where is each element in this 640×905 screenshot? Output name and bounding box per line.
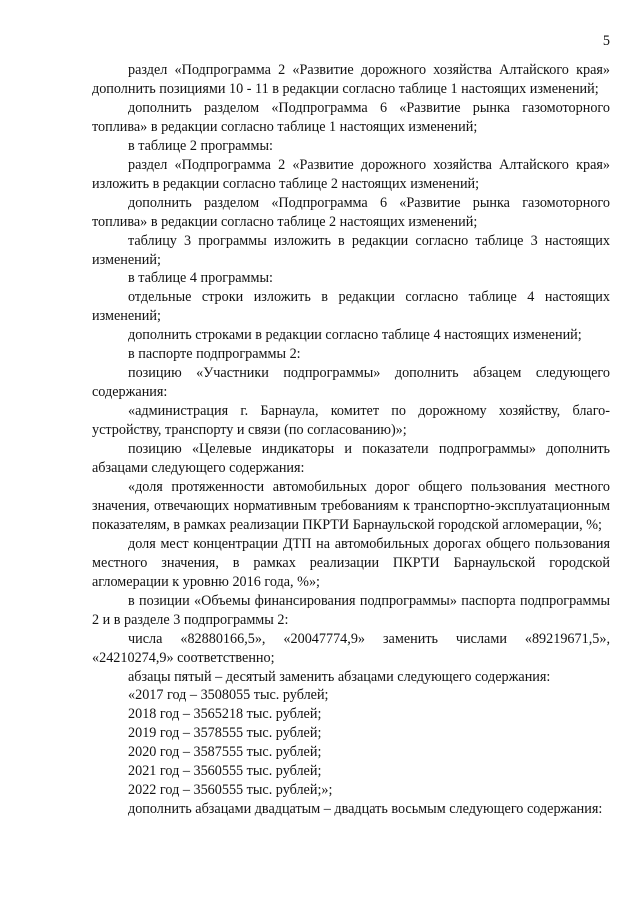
- paragraph: дополнить разделом «Подпрограмма 6 «Развитие рынка газомоторного топлива» в редакции согласно таблице 2 настоящих изменений;: [92, 194, 610, 230]
- funding-line: 2021 год – 3560555 тыс. рублей;: [128, 763, 322, 780]
- paragraph: в таблице 2 программы:: [128, 137, 273, 154]
- paragraph: дополнить строками в редакции согласно таблице 4 настоящих изменений;: [128, 327, 582, 344]
- paragraph: «администрация г. Барнаула, комитет по дорожному хозяйству, благоустройству, транспорту и связи (по согласованию)»;: [92, 403, 610, 439]
- paragraph: «доля протяженности автомобильных дорог общего пользования местного значения, отвечающих нормативным требованиям к транспортно-эксплуатационным показателям, в рамках реализации ПКРТИ Барнаульской городской агломерации, %;: [92, 478, 610, 533]
- paragraph: таблицу 3 программы изложить в редакции согласно таблице 3 настоящих изменений;: [92, 232, 610, 268]
- paragraph: раздел «Подпрограмма 2 «Развитие дорожного хозяйства Алтайского края» изложить в редакции согласно таблице 2 настоящих изменений;: [92, 156, 610, 192]
- paragraph: числа «82880166,5», «20047774,9» заменить числами «89219671,5», «24210274,9» соответственно;: [92, 630, 610, 666]
- funding-line: 2020 год – 3587555 тыс. рублей;: [128, 744, 322, 761]
- paragraph: в паспорте подпрограммы 2:: [128, 346, 301, 363]
- paragraph: в таблице 4 программы:: [128, 270, 273, 287]
- paragraph: раздел «Подпрограмма 2 «Развитие дорожного хозяйства Алтайского края» дополнить позициями 10 - 11 в редакции согласно таблице 1 настоящих изменений;: [92, 62, 610, 97]
- paragraph: абзацы пятый – десятый заменить абзацами следующего содержания:: [128, 668, 551, 685]
- paragraph: дополнить абзацами двадцатым – двадцать восьмым следующего содержания:: [128, 801, 603, 818]
- paragraph: доля мест концентрации ДТП на автомобильных дорогах общего пользования местного значения, в рамках реализации ПКРТИ Барнаульской городской агломерации к уровню 2016 года, %»;: [92, 535, 610, 590]
- page-number: 5: [602, 33, 610, 49]
- paragraph: в позиции «Объемы финансирования подпрограммы» паспорта подпрограммы 2 и в разделе 3 подпрограммы 2:: [92, 592, 610, 628]
- paragraph: отдельные строки изложить в редакции согласно таблице 4 настоящих изменений;: [92, 289, 610, 325]
- paragraph: дополнить разделом «Подпрограмма 6 «Развитие рынка газомоторного топлива» в редакции согласно таблице 1 настоящих изменений;: [92, 99, 610, 135]
- funding-line: 2018 год – 3565218 тыс. рублей;: [128, 706, 322, 723]
- funding-line: 2022 год – 3560555 тыс. рублей;»;: [128, 782, 333, 799]
- document-body: [92, 61, 610, 819]
- funding-line: «2017 год – 3508055 тыс. рублей;: [128, 687, 329, 704]
- paragraph: позицию «Участники подпрограммы» дополнить абзацем следующего содержания:: [92, 365, 610, 401]
- paragraph: позицию «Целевые индикаторы и показатели подпрограммы» дополнить абзацами следующего содержания:: [92, 441, 610, 477]
- funding-line: 2019 год – 3578555 тыс. рублей;: [128, 725, 322, 742]
